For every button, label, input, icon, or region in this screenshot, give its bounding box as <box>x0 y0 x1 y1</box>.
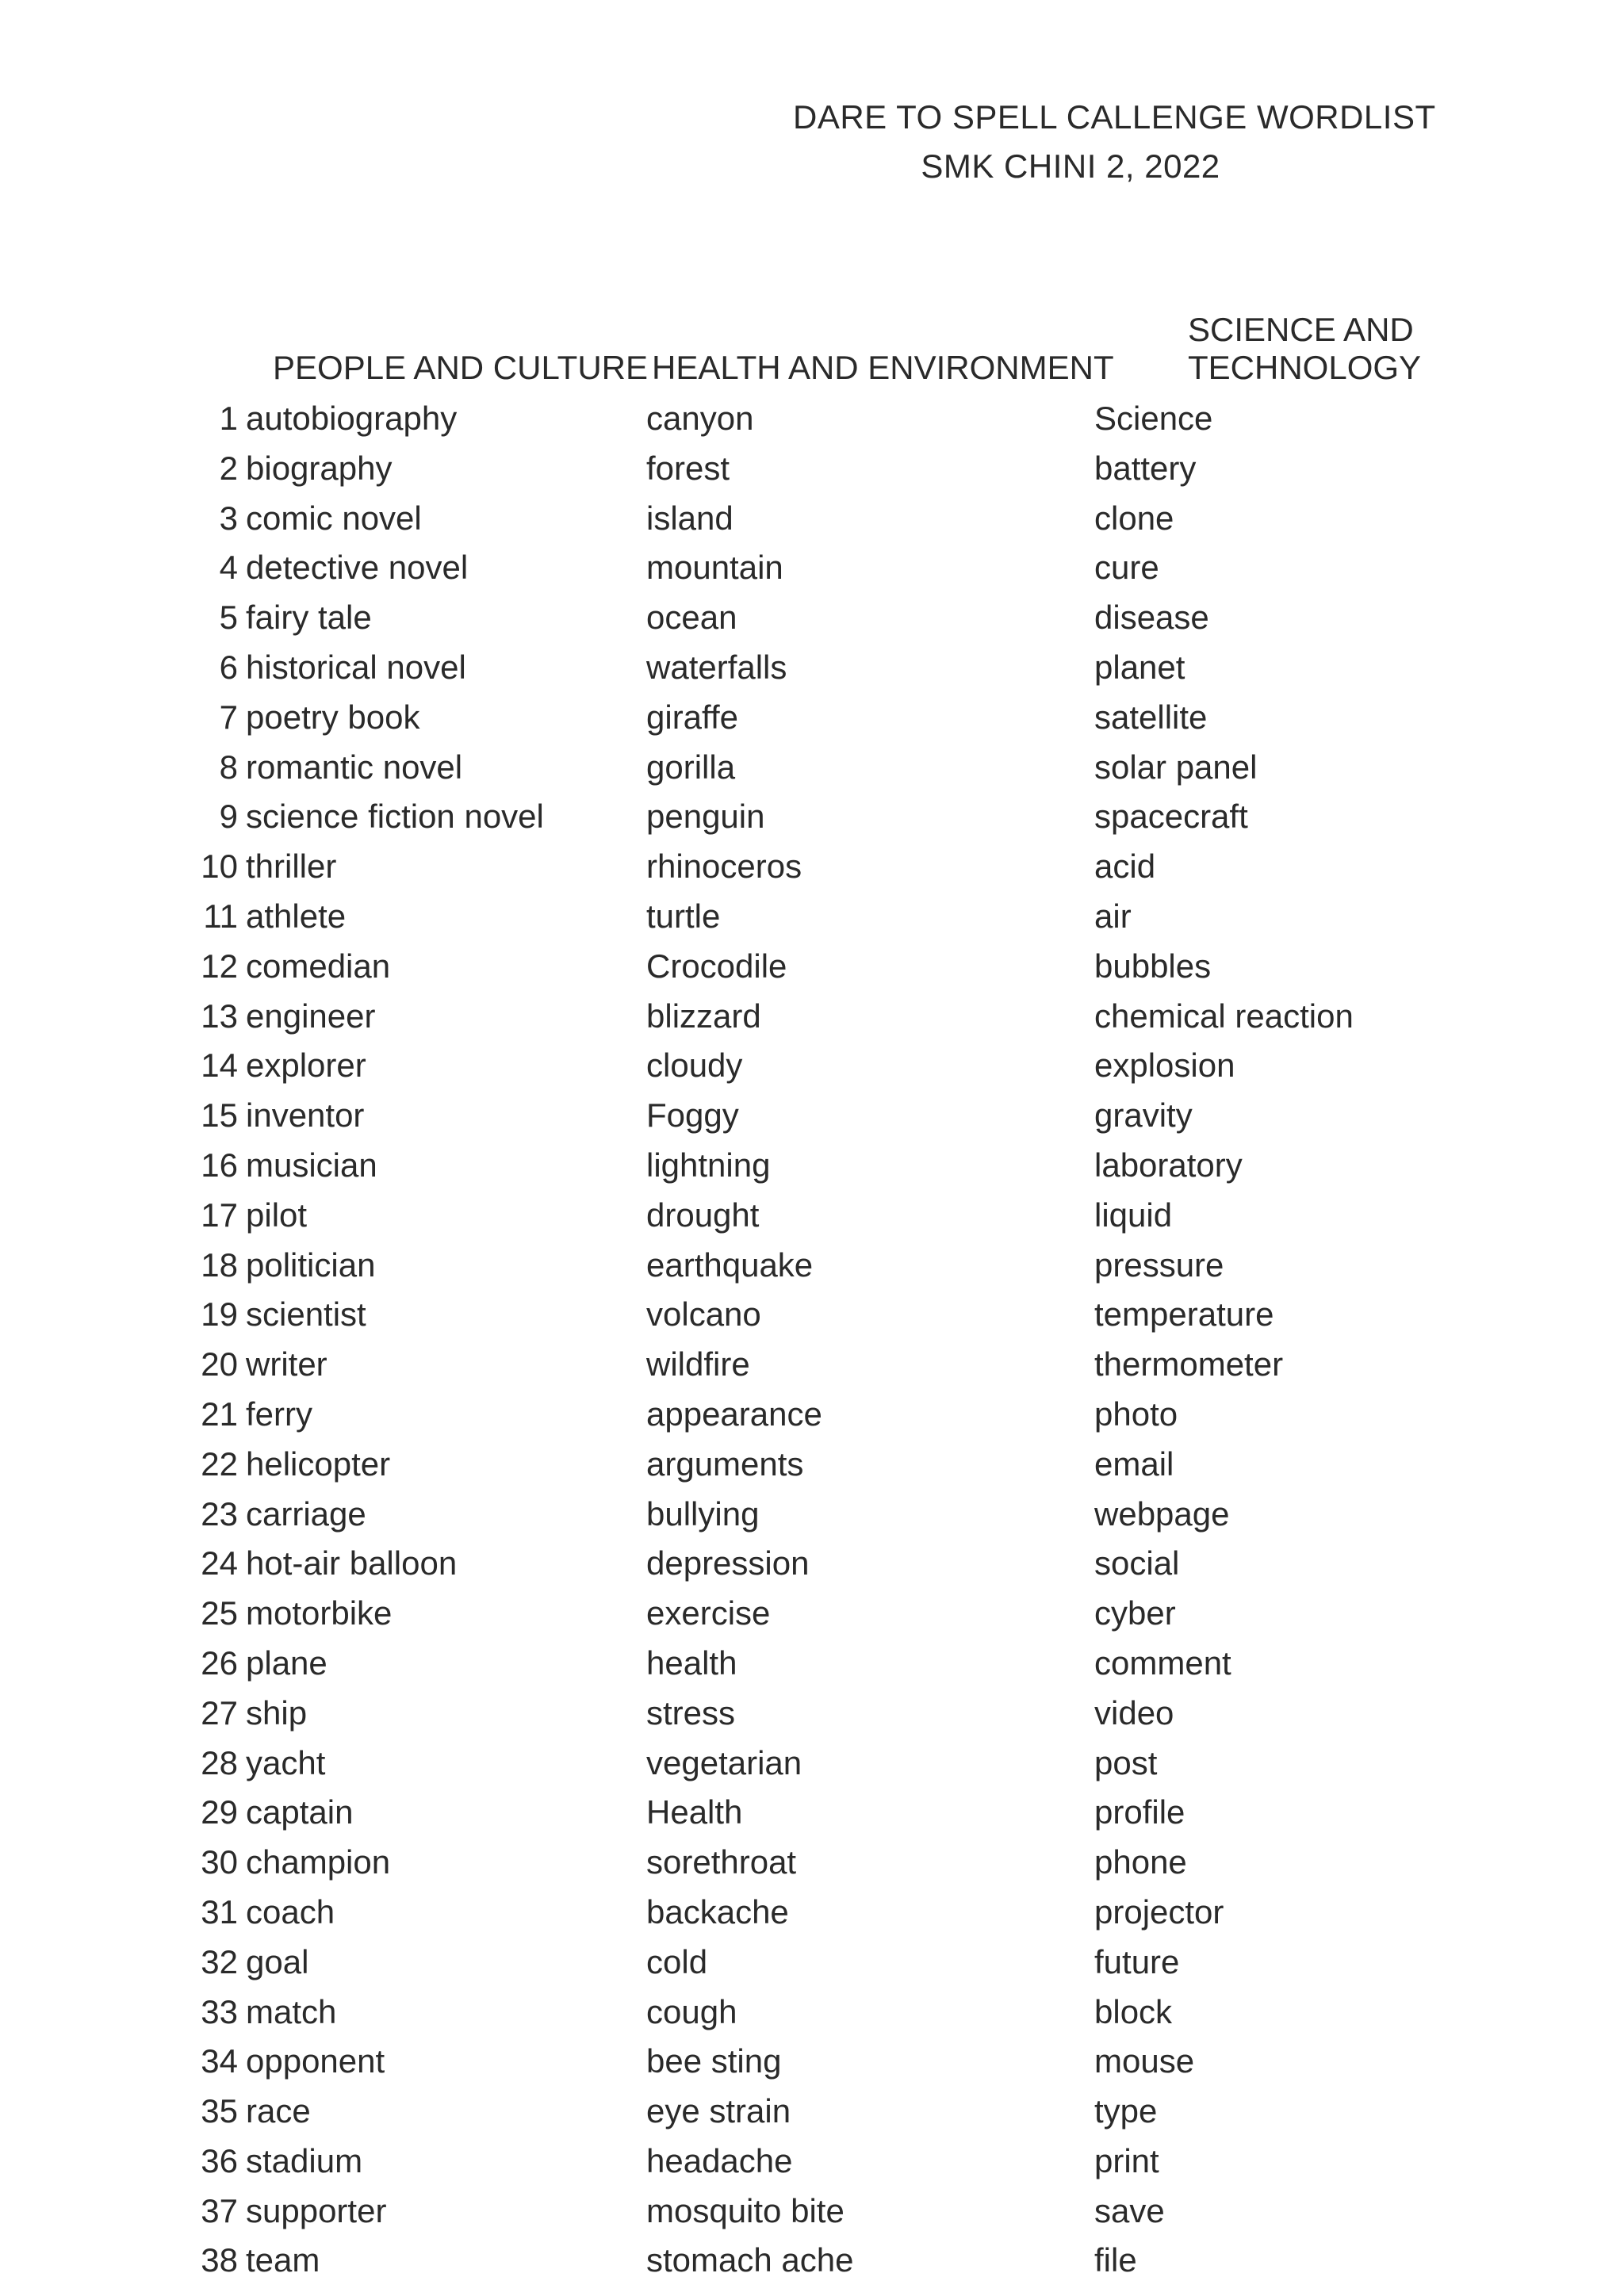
word-text: video <box>1094 1693 1174 1732</box>
word-text: planet <box>1094 648 1185 686</box>
word-list-item <box>1094 2041 1354 2091</box>
word-list-item <box>646 2141 853 2191</box>
word-list-item <box>646 747 853 797</box>
word-text: carriage <box>246 1494 366 1533</box>
word-text: inventor <box>246 1096 365 1135</box>
word-list-item <box>646 1992 853 2042</box>
word-list-item <box>646 1792 853 1842</box>
word-list-item <box>1094 1095 1354 1145</box>
word-number: 26 <box>201 1644 238 1682</box>
word-list-item <box>197 597 544 647</box>
word-list-item <box>646 2091 853 2141</box>
word-number: 13 <box>201 997 238 1035</box>
word-list-item <box>646 597 853 647</box>
word-list-item <box>1094 946 1354 996</box>
word-number: 3 <box>219 499 238 537</box>
word-text: thermometer <box>1094 1345 1284 1383</box>
word-list-item <box>646 547 853 597</box>
word-list-item <box>1094 1543 1354 1593</box>
word-number: 28 <box>201 1743 238 1781</box>
word-text: blizzard <box>646 997 761 1035</box>
word-text: ferry <box>246 1395 312 1433</box>
word-number: 4 <box>219 549 238 587</box>
science-and-technology-list <box>1094 398 1354 2290</box>
word-list-item <box>1094 1444 1354 1494</box>
word-text: stadium <box>246 2141 363 2179</box>
word-text: goal <box>246 1942 309 1980</box>
word-number: 37 <box>201 2191 238 2229</box>
word-text: coach <box>246 1892 335 1931</box>
word-text: team <box>246 2241 320 2279</box>
word-list-item <box>197 1693 544 1743</box>
word-text: Crocodile <box>646 947 787 985</box>
word-number: 31 <box>201 1892 238 1931</box>
word-text: race <box>246 2092 311 2130</box>
word-list-item <box>646 1344 853 1394</box>
word-list-item <box>197 2191 544 2241</box>
word-text: writer <box>246 1345 327 1383</box>
word-list-item <box>1094 1942 1354 1992</box>
word-list-item <box>197 498 544 548</box>
word-list-item <box>1094 1145 1354 1195</box>
word-list-item <box>197 448 544 498</box>
word-text: Health <box>646 1793 743 1831</box>
word-text: gravity <box>1094 1096 1193 1135</box>
word-text: canyon <box>646 400 754 437</box>
word-list-item <box>646 1394 853 1444</box>
word-list-item <box>1094 597 1354 647</box>
word-text: health <box>646 1644 737 1682</box>
word-text: photo <box>1094 1395 1178 1433</box>
word-list-item <box>197 1444 544 1494</box>
word-text: bullying <box>646 1494 760 1533</box>
word-number: 32 <box>201 1942 238 1980</box>
word-text: supporter <box>246 2191 387 2229</box>
word-list-item <box>197 398 544 448</box>
health-and-environment-header: HEALTH AND ENVIRONMENT <box>652 349 1114 386</box>
word-text: file <box>1094 2241 1137 2279</box>
word-number: 16 <box>201 1146 238 1184</box>
word-number: 29 <box>201 1793 238 1831</box>
word-list-item <box>197 2041 544 2091</box>
word-number: 10 <box>201 848 238 886</box>
word-text: explorer <box>246 1047 366 1085</box>
word-list-item <box>1094 498 1354 548</box>
word-list-item <box>197 1543 544 1593</box>
word-list-item <box>1094 2141 1354 2191</box>
word-list-item <box>197 1095 544 1145</box>
word-text: island <box>646 499 733 537</box>
word-list-item <box>197 1394 544 1444</box>
word-text: acid <box>1094 848 1156 886</box>
word-text: forest <box>646 449 730 487</box>
word-list-item <box>646 1842 853 1892</box>
word-text: liquid <box>1094 1196 1173 1234</box>
word-text: comedian <box>246 947 391 985</box>
word-text: projector <box>1094 1892 1224 1931</box>
word-text: thriller <box>246 848 337 886</box>
word-text: waterfalls <box>646 648 787 686</box>
word-number: 7 <box>219 698 238 736</box>
word-text: save <box>1094 2191 1165 2229</box>
word-text: fairy tale <box>246 599 372 637</box>
word-number: 17 <box>201 1196 238 1234</box>
word-list-item <box>1094 896 1354 946</box>
word-list-item <box>1094 697 1354 747</box>
word-text: mouse <box>1094 2042 1195 2080</box>
word-number: 5 <box>219 599 238 637</box>
word-list-item <box>1094 547 1354 597</box>
word-text: backache <box>646 1892 789 1931</box>
word-list-item <box>1094 2191 1354 2241</box>
word-text: chemical reaction <box>1094 997 1354 1035</box>
word-list-item <box>1094 1494 1354 1544</box>
word-list-item <box>197 1743 544 1793</box>
word-text: autobiography <box>246 400 458 437</box>
word-number: 12 <box>201 947 238 985</box>
word-text: captain <box>246 1793 354 1831</box>
word-text: pilot <box>246 1196 308 1234</box>
word-text: motorbike <box>246 1594 393 1632</box>
word-number: 38 <box>201 2241 238 2279</box>
word-list-item <box>646 846 853 896</box>
word-text: historical novel <box>246 648 466 686</box>
word-number: 15 <box>201 1096 238 1135</box>
word-text: drought <box>646 1196 760 1234</box>
word-number: 23 <box>201 1494 238 1533</box>
word-text: plane <box>246 1644 327 1682</box>
word-list-item <box>197 1494 544 1544</box>
word-text: Foggy <box>646 1096 739 1135</box>
word-text: cough <box>646 1992 737 2030</box>
word-text: print <box>1094 2141 1159 2179</box>
word-list-item <box>197 2091 544 2141</box>
word-list-item <box>197 1195 544 1245</box>
word-text: clone <box>1094 499 1174 537</box>
word-text: biography <box>246 449 393 487</box>
word-list-item <box>646 1743 853 1793</box>
word-number: 14 <box>201 1047 238 1085</box>
word-text: air <box>1094 897 1132 935</box>
word-list-item <box>646 398 853 448</box>
word-text: cloudy <box>646 1047 743 1085</box>
word-text: poetry book <box>246 698 420 736</box>
word-list-item <box>197 1942 544 1992</box>
word-text: post <box>1094 1743 1158 1781</box>
word-text: rhinoceros <box>646 848 802 886</box>
word-text: webpage <box>1094 1494 1230 1533</box>
word-list-item <box>646 1294 853 1344</box>
word-text: exercise <box>646 1594 771 1632</box>
word-list-item <box>646 1693 853 1743</box>
word-number: 1 <box>219 400 238 437</box>
word-number: 9 <box>219 798 238 836</box>
word-list-item <box>646 996 853 1046</box>
word-list-item <box>1094 1743 1354 1793</box>
word-text: science fiction novel <box>246 798 544 836</box>
word-text: temperature <box>1094 1295 1274 1334</box>
word-list-item <box>1094 398 1354 448</box>
word-text: bee sting <box>646 2042 782 2080</box>
word-text: disease <box>1094 599 1209 637</box>
word-list-item <box>646 796 853 846</box>
word-list-item <box>646 1145 853 1195</box>
word-list-item <box>197 1892 544 1942</box>
word-text: penguin <box>646 798 765 836</box>
word-text: match <box>246 1992 337 2030</box>
word-text: ocean <box>646 599 737 637</box>
word-list-item <box>1094 1992 1354 2042</box>
word-list-item <box>646 647 853 697</box>
word-number: 35 <box>201 2092 238 2130</box>
word-text: lightning <box>646 1146 771 1184</box>
word-list-item <box>1094 647 1354 697</box>
document-subtitle: SMK CHINI 2, 2022 <box>921 147 1220 185</box>
word-text: comic novel <box>246 499 422 537</box>
word-text: volcano <box>646 1295 761 1334</box>
word-text: solar panel <box>1094 748 1258 786</box>
word-text: giraffe <box>646 698 738 736</box>
word-list-item <box>646 1593 853 1643</box>
word-text: ship <box>246 1693 308 1732</box>
word-text: cold <box>646 1942 708 1980</box>
word-list-item <box>646 1444 853 1494</box>
word-text: eye strain <box>646 2092 791 2130</box>
word-list-item <box>197 1992 544 2042</box>
word-list-item <box>646 2240 853 2290</box>
word-text: profile <box>1094 1793 1185 1831</box>
word-number: 21 <box>201 1395 238 1433</box>
word-number: 22 <box>201 1445 238 1483</box>
word-text: headache <box>646 2141 793 2179</box>
word-list-item <box>1094 1892 1354 1942</box>
word-number: 30 <box>201 1843 238 1881</box>
word-list-item <box>646 1195 853 1245</box>
word-list-item <box>1094 1294 1354 1344</box>
word-text: turtle <box>646 897 721 935</box>
word-list-item <box>197 647 544 697</box>
people-and-culture-header: PEOPLE AND CULTURE <box>273 349 649 386</box>
word-text: explosion <box>1094 1047 1235 1085</box>
word-list-item <box>1094 448 1354 498</box>
word-text: bubbles <box>1094 947 1212 985</box>
word-number: 11 <box>203 897 238 935</box>
word-text: social <box>1094 1544 1180 1582</box>
word-text: cyber <box>1094 1594 1176 1632</box>
word-text: mountain <box>646 549 783 587</box>
word-text: battery <box>1094 449 1197 487</box>
word-list-item <box>1094 1344 1354 1394</box>
word-text: satellite <box>1094 698 1208 736</box>
word-text: sorethroat <box>646 1843 797 1881</box>
word-text: earthquake <box>646 1246 814 1284</box>
word-list-item <box>646 1942 853 1992</box>
word-list-item <box>197 547 544 597</box>
word-text: engineer <box>246 997 376 1035</box>
word-text: cure <box>1094 549 1159 587</box>
word-list-item <box>646 2041 853 2091</box>
word-text: detective novel <box>246 549 469 587</box>
word-list-item <box>1094 996 1354 1046</box>
word-list-item <box>1094 846 1354 896</box>
word-list-item <box>646 1892 853 1942</box>
word-list-item <box>646 896 853 946</box>
word-number: 8 <box>219 748 238 786</box>
word-list-item <box>1094 1842 1354 1892</box>
word-text: stomach ache <box>646 2241 854 2279</box>
word-list-item <box>1094 1195 1354 1245</box>
word-text: opponent <box>246 2042 385 2080</box>
word-list-item <box>197 996 544 1046</box>
word-list-item <box>197 1145 544 1195</box>
document-title: DARE TO SPELL CALLENGE WORDLIST <box>793 98 1436 136</box>
word-number: 6 <box>219 648 238 686</box>
word-list-item <box>1094 1593 1354 1643</box>
word-text: depression <box>646 1544 810 1582</box>
word-list-item <box>197 697 544 747</box>
word-text: phone <box>1094 1843 1187 1881</box>
word-text: comment <box>1094 1644 1231 1682</box>
health-and-environment-list <box>646 398 853 2290</box>
word-text: athlete <box>246 897 347 935</box>
word-list-item <box>197 896 544 946</box>
word-text: scientist <box>246 1295 366 1334</box>
word-list-item <box>1094 2240 1354 2290</box>
science-header-line2: TECHNOLOGY <box>1188 349 1422 386</box>
word-text: arguments <box>646 1445 804 1483</box>
word-list-item <box>197 846 544 896</box>
word-text: type <box>1094 2092 1158 2130</box>
word-text: gorilla <box>646 748 736 786</box>
word-list-item <box>646 1543 853 1593</box>
word-list-item <box>1094 1693 1354 1743</box>
word-list-item <box>1094 747 1354 797</box>
word-text: pressure <box>1094 1246 1224 1284</box>
word-number: 27 <box>201 1693 238 1732</box>
word-list-item <box>197 946 544 996</box>
word-list-item <box>197 1842 544 1892</box>
word-list-item <box>197 747 544 797</box>
word-list-item <box>197 2141 544 2191</box>
word-text: mosquito bite <box>646 2191 845 2229</box>
word-list-item <box>197 1294 544 1344</box>
word-list-item <box>197 1593 544 1643</box>
word-number: 2 <box>219 449 238 487</box>
word-list-item <box>1094 1045 1354 1095</box>
word-list-item <box>1094 1792 1354 1842</box>
science-and-technology-header <box>1188 311 1421 387</box>
word-text: stress <box>646 1693 736 1732</box>
word-list-item <box>197 1344 544 1394</box>
word-list-item <box>1094 1245 1354 1295</box>
word-text: email <box>1094 1445 1174 1483</box>
word-text: spacecraft <box>1094 798 1248 836</box>
word-number: 24 <box>201 1544 238 1582</box>
word-text: laboratory <box>1094 1146 1243 1184</box>
word-text: champion <box>246 1843 391 1881</box>
word-text: yacht <box>246 1743 326 1781</box>
word-list-item <box>646 1095 853 1145</box>
word-number: 19 <box>201 1295 238 1334</box>
word-text: future <box>1094 1942 1180 1980</box>
word-number: 18 <box>201 1246 238 1284</box>
word-number: 33 <box>201 1992 238 2030</box>
word-list-item <box>646 498 853 548</box>
word-text: block <box>1094 1992 1173 2030</box>
word-list-item <box>197 2240 544 2290</box>
word-text: romantic novel <box>246 748 463 786</box>
word-text: helicopter <box>246 1445 391 1483</box>
people-and-culture-list <box>197 398 544 2290</box>
word-number: 20 <box>201 1345 238 1383</box>
word-text: Science <box>1094 400 1213 437</box>
word-list-item <box>197 1643 544 1693</box>
word-text: politician <box>246 1246 376 1284</box>
word-text: wildfire <box>646 1345 750 1383</box>
word-list-item <box>646 1494 853 1544</box>
word-list-item <box>1094 1394 1354 1444</box>
word-list-item <box>646 1643 853 1693</box>
word-number: 36 <box>201 2141 238 2179</box>
word-list-item <box>646 1045 853 1095</box>
word-text: vegetarian <box>646 1743 802 1781</box>
word-list-item <box>1094 796 1354 846</box>
word-list-item <box>646 2191 853 2241</box>
word-list-item <box>197 1792 544 1842</box>
word-list-item <box>1094 2091 1354 2141</box>
word-number: 34 <box>201 2042 238 2080</box>
word-text: hot-air balloon <box>246 1544 458 1582</box>
word-text: appearance <box>646 1395 822 1433</box>
word-list-item <box>646 1245 853 1295</box>
science-header-line1: SCIENCE AND <box>1188 311 1414 348</box>
word-number: 25 <box>201 1594 238 1632</box>
word-list-item <box>197 1045 544 1095</box>
word-list-item <box>646 448 853 498</box>
word-list-item <box>197 1245 544 1295</box>
word-list-item <box>646 697 853 747</box>
word-list-item <box>1094 1643 1354 1693</box>
word-list-item <box>646 946 853 996</box>
word-text: musician <box>246 1146 377 1184</box>
word-list-item <box>197 796 544 846</box>
